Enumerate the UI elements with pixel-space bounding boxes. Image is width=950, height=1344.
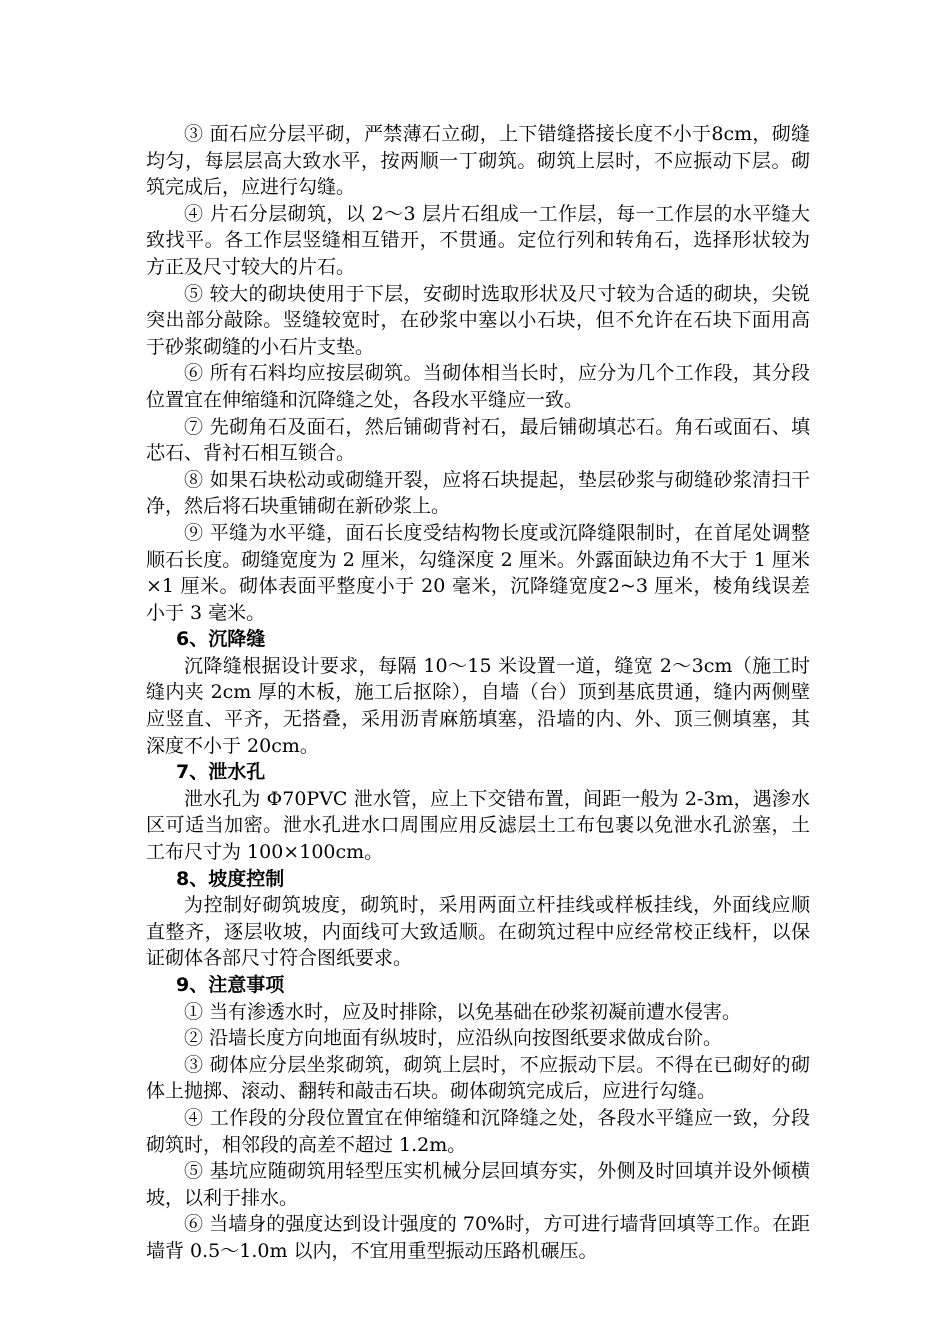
paragraph-item-6: ⑥ 所有石料均应按层砌筑。当砌体相当长时，应分为几个工作段，其分段位置宜在伸缩缝和沉降缝之处，各段水平缝应一致。: [146, 362, 810, 411]
precaution-item-6: ⑥ 当墙身的强度达到设计强度的 70%时，方可进行墙背回填等工作。在距墙背 0.5～1.0m 以内，不宜用重型振动压路机碾压。: [146, 1213, 810, 1262]
precaution-item-1: ① 当有渗透水时，应及时排除，以免基础在砂浆初凝前遭水侵害。: [184, 1000, 742, 1023]
precaution-item-4: ④ 工作段的分段位置宜在伸缩缝和沉降缝之处，各段水平缝应一致，分段砌筑时，相邻段的高差不超过 1.2m。: [146, 1106, 810, 1156]
section-heading-settlement-joint: 6、沉降缝: [176, 628, 266, 651]
paragraph-item-4: ④ 片石分层砌筑，以 2～3 层片石组成一工作层，每一工作层的水平缝大致找平。各工作层竖缝相互错开，不贯通。定位行列和转角石，选择形状较为方正及尺寸较大的片石。: [146, 202, 810, 278]
section-heading-weep-hole: 7、泄水孔: [176, 761, 266, 784]
paragraph-item-9: ⑨ 平缝为水平缝，面石长度受结构物长度或沉降缝限制时，在首尾处调整顺石长度。砌缝宽度为 2 厘米，勾缝深度 2 厘米。外露面缺边角不大于 1 厘米×1 厘米。砌体表面平整度小于 20 毫米，沉降缝宽度2~3 厘米，棱角线误差小于 3 毫米。: [146, 521, 810, 624]
precaution-item-3: ③ 砌体应分层坐浆砌筑，砌筑上层时，不应振动下层。不得在已砌好的砌体上抛掷、滚动、翻转和敲击石块。砌体砌筑完成后，应进行勾缝。: [146, 1053, 810, 1103]
document-page: [146, 121, 810, 1265]
paragraph-settlement-joint: 沉降缝根据设计要求，每隔 10～15 米设置一道，缝宽 2～3cm（施工时缝内夹 2cm 厚的木板，施工后抠除），自墙（台）顶到基底贯通，缝内两侧壁应竖直、平齐，无搭叠，采用沥青麻筋填塞，沿墙的内、外、顶三侧填塞，其深度不小于 20cm。: [146, 654, 810, 757]
precaution-item-2: ② 沿墙长度方向地面有纵坡时，应沿纵向按图纸要求做成台阶。: [184, 1027, 723, 1050]
paragraph-item-5: ⑤ 较大的砌块使用于下层，安砌时选取形状及尺寸较为合适的砌块，尖锐突出部分敲除。竖缝较宽时，在砂浆中塞以小石块，但不允许在石块下面用高于砂浆砌缝的小石片支垫。: [146, 282, 810, 358]
paragraph-item-3: ③ 面石应分层平砌，严禁薄石立砌，上下错缝搭接长度不小于8cm，砌缝均匀，每层层高大致水平，按两顺一丁砌筑。砌筑上层时，不应振动下层。砌筑完成后，应进行勾缝。: [146, 123, 810, 199]
paragraph-slope-control: 为控制好砌筑坡度，砌筑时，采用两面立杆挂线或样板挂线，外面线应顺直整齐，逐层收坡，内面线可大致适顺。在砌筑过程中应经常校正线杆，以保证砌体各部尺寸符合图纸要求。: [146, 894, 810, 970]
section-heading-precautions: 9、注意事项: [176, 974, 285, 996]
paragraph-weep-hole: 泄水孔为 Φ70PVC 泄水管，应上下交错布置，间距一般为 2-3m，遇渗水区可适当加密。泄水孔进水口周围应用反滤层土工布包裹以免泄水孔淤塞，土工布尺寸为 100×100cm。: [146, 787, 810, 864]
paragraph-item-8: ⑧ 如果石块松动或砌缝开裂，应将石块提起，垫层砂浆与砌缝砂浆清扫干净，然后将石块重铺砌在新砂浆上。: [146, 468, 810, 518]
section-heading-slope-control: 8、坡度控制: [176, 867, 285, 890]
paragraph-item-7: ⑦ 先砌角石及面石，然后铺砌背衬石，最后铺砌填芯石。角石或面石、填芯石、背衬石相互锁合。: [146, 415, 810, 465]
precaution-item-5: ⑤ 基坑应随砌筑用轻型压实机械分层回填夯实，外侧及时回填并设外倾横坡，以利于排水。: [146, 1160, 810, 1209]
